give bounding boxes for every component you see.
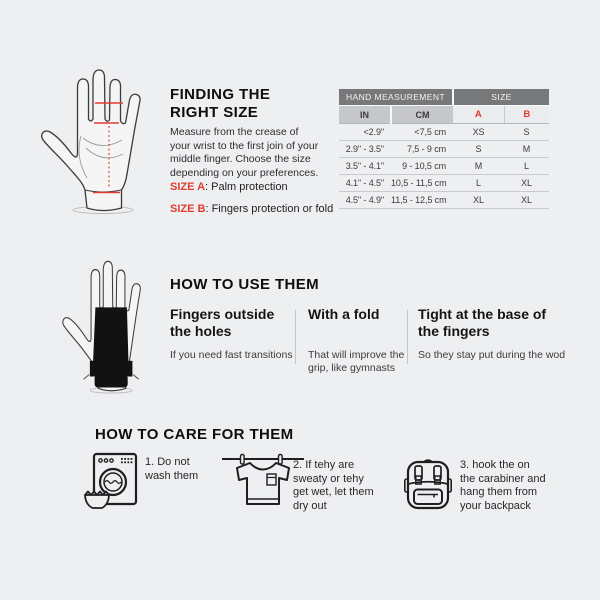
table-row [339,141,549,158]
table-cell-size-b: L [504,158,549,175]
table-group-header-size: SIZE [453,89,549,106]
table-group-header-hand-measurement: HAND MEASUREMENT [339,89,453,106]
usage-column-title: Fingers outside the holes [170,306,275,339]
table-cell-size-b: S [504,124,549,141]
table-cell-in: 4.1" - 4.5" [339,175,391,192]
table-cell-cm: <7,5 cm [391,124,453,141]
table-row [339,158,549,175]
size-a-text: : Palm protection [205,181,288,193]
sizing-description: Measure from the crease of your wrist to the first join of your middle finger. Choose the size depending on your preferences. [170,126,319,179]
size-a-label: SIZE A [170,181,206,193]
usage-column-2 [308,306,403,375]
shirt-drying-icon [222,452,304,510]
table-row [339,124,549,141]
table-col-header-a: A [453,106,504,124]
washing-machine-icon [84,452,140,512]
size-b-label: SIZE B [170,203,206,215]
size-a-line [170,181,288,193]
table-cell-size-a: M [453,158,504,175]
column-divider [295,310,296,364]
care-step-3-text: 3. hook the on the carabiner and hang them from your backpack [460,459,546,512]
table-cell-size-a: L [453,175,504,192]
table-row [339,175,549,192]
size-b-line [170,203,333,215]
care-title: HOW TO CARE FOR THEM [95,426,294,443]
table-cell-size-b: XL [504,175,549,192]
usage-column-title: With a fold [308,306,380,322]
size-b-text: : Fingers protection or fold [205,203,334,215]
table-cell-in: <2.9" [339,124,391,141]
table-col-header-b: B [504,106,549,124]
table-cell-cm: 7,5 - 9 cm [391,141,453,158]
table-cell-in: 4.5" - 4.9" [339,192,391,209]
usage-column-title: Tight at the base of the fingers [418,306,547,339]
usage-column-text: So they stay put during the wod [418,349,566,361]
backpack-icon [404,456,452,512]
grip-hand-illustration [56,254,160,394]
size-table [339,89,549,209]
care-step-1-text: 1. Do not wash them [145,456,199,482]
usage-column-3 [418,306,566,362]
hand-measurement-illustration [33,62,165,214]
care-step-2-text: 2. If tehy are sweaty or tehy get wet, let them dry out [293,459,374,512]
usage-column-text: If you need fast transitions [170,349,293,361]
table-cell-in: 3.5" - 4.1" [339,158,391,175]
column-divider [407,310,408,364]
table-row [339,192,549,209]
table-cell-size-b: M [504,141,549,158]
table-cell-cm: 9 - 10,5 cm [391,158,453,175]
usage-column-text: That will improve the grip, like gymnasts [308,349,405,374]
table-cell-size-b: XL [504,192,549,209]
table-cell-size-a: XL [453,192,504,209]
sizing-title: FINDING THE RIGHT SIZE [170,86,271,121]
table-cell-cm: 11,5 - 12,5 cm [391,192,453,209]
table-cell-cm: 10,5 - 11,5 cm [391,175,453,192]
usage-title: HOW TO USE THEM [170,276,320,293]
table-col-header-in: IN [339,106,391,124]
table-col-header-cm: CM [391,106,453,124]
table-cell-size-a: XS [453,124,504,141]
table-cell-in: 2.9" - 3.5" [339,141,391,158]
table-cell-size-a: S [453,141,504,158]
usage-column-1 [170,306,293,362]
